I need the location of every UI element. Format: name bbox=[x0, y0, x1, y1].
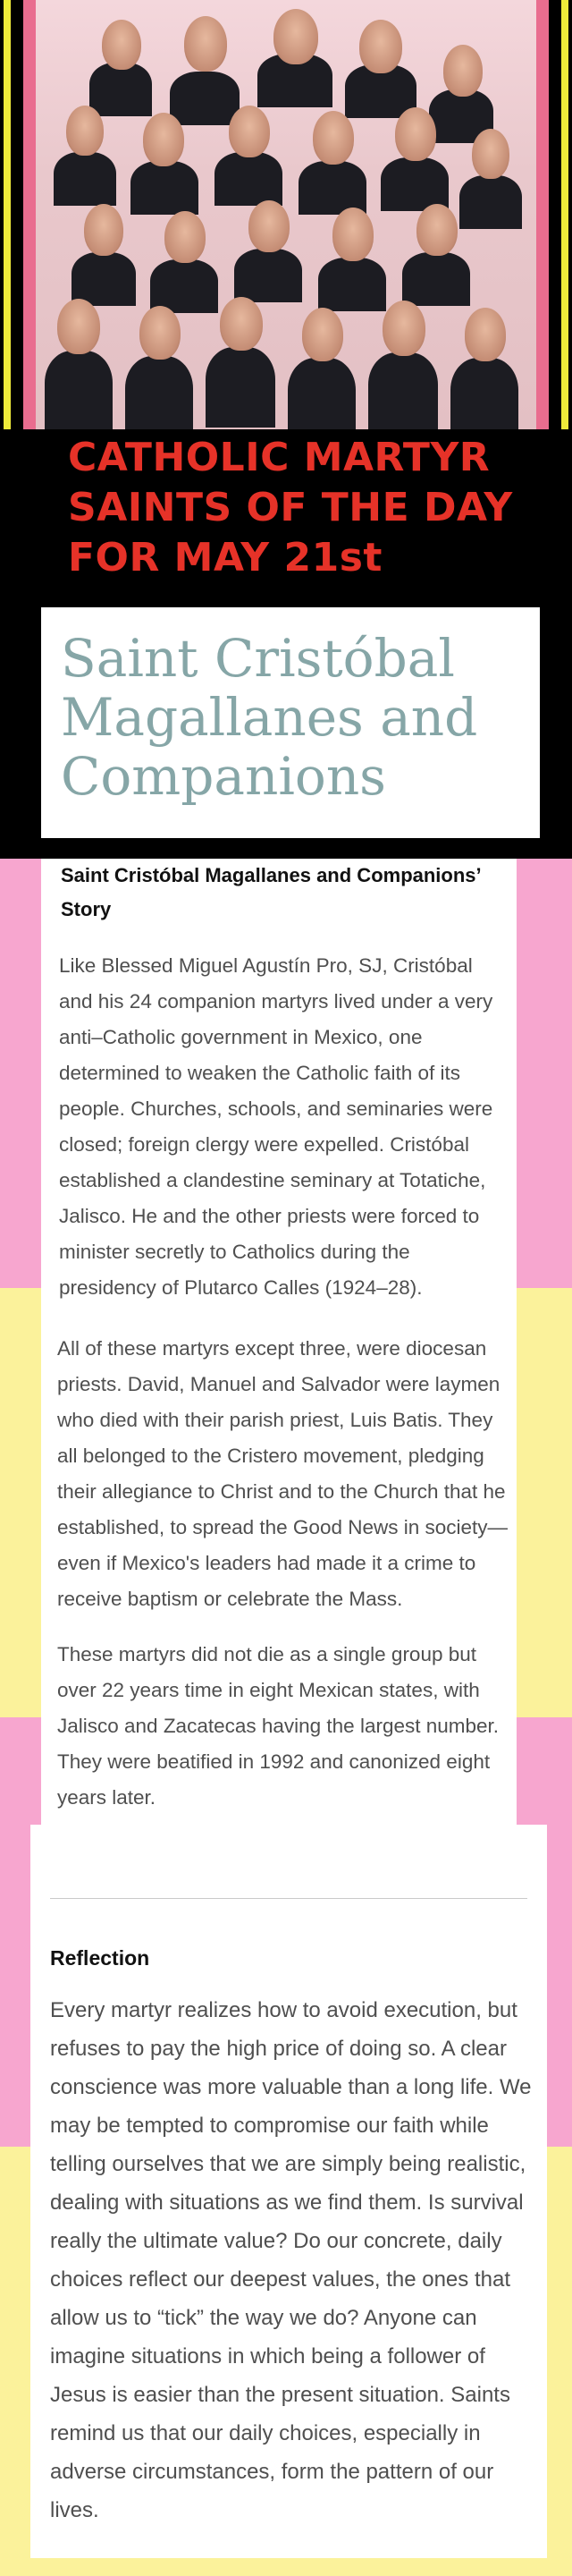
divider bbox=[50, 1898, 527, 1899]
story-card bbox=[41, 859, 517, 1825]
page-title: Saint Cristóbal Magallanes and Companions bbox=[61, 628, 478, 807]
reflection-card bbox=[30, 1825, 547, 2558]
reflection-heading: Reflection bbox=[50, 1946, 150, 1970]
story-paragraph: These martyrs did not die as a single group but over 22 years time in eight Mexican states, with Jalisco and Zacatecas having the largest number. They were beatified in 1992 and canonized eight years later. bbox=[57, 1643, 500, 1809]
reflection-body: Every martyr realizes how to avoid execution, but refuses to pay the high price of doing so. A clear conscience was more valuable than a long life. We may be tempted to compromise our faith while telling ourselves that we are simply being realistic, dealing with situations as we find them. Is survival really the ultimate value? Do our concrete, daily choices reflect our deepest values, the ones that allow us to “tick” the way we do? Anyone can imagine situations in which being a follower of Jesus is easier than the present situation. Saints remind us that our daily choices, especially in adverse circumstances, form the pattern of our lives. bbox=[50, 1998, 532, 2522]
hero-image bbox=[0, 0, 572, 429]
kicker-heading: CATHOLIC MARTYR SAINTS OF THE DAY FOR MAY 21st bbox=[68, 435, 513, 580]
story-heading: Saint Cristóbal Magallanes and Companions’ Story bbox=[61, 864, 481, 920]
title-card bbox=[41, 607, 540, 838]
story-paragraph: Like Blessed Miguel Agustín Pro, SJ, Cristóbal and his 24 companion martyrs lived under a very anti–Catholic government in Mexico, one determined to weaken the Catholic faith of its people. Churches, schools, and seminaries were closed; foreign clergy were expelled. Cristóbal established a clandestine seminary at Totatiche, Jalisco. He and the other priests were forced to minister secretly to Catholics during the presidency of Plutarco Calles (1924–28). bbox=[59, 954, 493, 1299]
story-paragraph: All of these martyrs except three, were diocesan priests. David, Manuel and Salvador were laymen who died with their parish priest, Luis Batis. They all belonged to the Cristero movement, pledging their allegiance to Christ and to the Church that he established, to spread the Good News in society—even if Mexico's leaders had made it a crime to receive baptism or celebrate the Mass. bbox=[57, 1337, 509, 1610]
martyrs-group-portrait-icon bbox=[36, 0, 536, 429]
